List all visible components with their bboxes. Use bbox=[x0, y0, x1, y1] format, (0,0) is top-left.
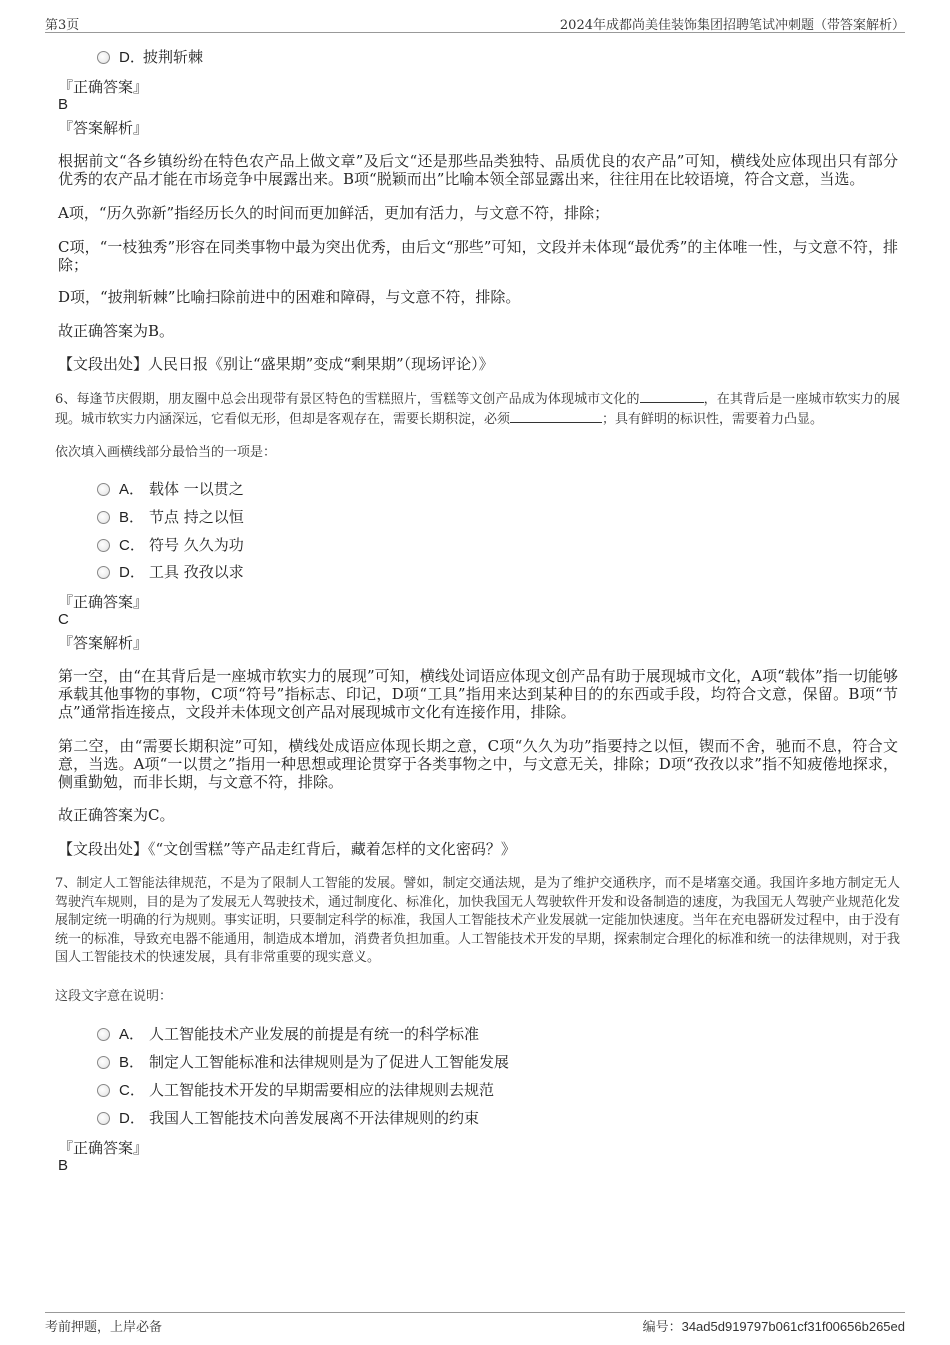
q6-answer-label: 『正确答案』 bbox=[58, 593, 149, 611]
q7-prompt: 这段文字意在说明： bbox=[55, 989, 173, 1004]
q7-answer-label: 『正确答案』 bbox=[58, 1139, 149, 1157]
q7-option-d[interactable]: D． 我国人工智能技术向善发展离不开法律规则的约束 bbox=[97, 1107, 479, 1129]
page-footer bbox=[45, 1312, 905, 1333]
q6-option-a[interactable]: A． 载体 一以贯之 bbox=[97, 478, 244, 500]
fill-blank bbox=[640, 390, 704, 403]
q5-analysis-paragraph: A项，“历久弥新”指经历长久的时间而更加鲜活，更加有活力，与文意不符，排除； bbox=[58, 204, 610, 222]
q5-analysis-paragraph: C项，“一枝独秀”形容在同类事物中最为突出优秀，由后文“那些”可知，文段并未体现“最优秀”的主体唯一性，与文意不符，排除； bbox=[58, 238, 898, 274]
q5-analysis-paragraph: 根据前文“各乡镇纷纷在特色农产品上做文章”及后文“还是那些品类独特、品质优良的农产品”可知，横线处应体现出只有部分优秀的农产品才能在市场竞争中展露出来。B项“脱颖而出”比喻本领全部显露出来，往往用在比较语境，符合文意，当选。 bbox=[58, 152, 898, 188]
radio-icon[interactable] bbox=[97, 51, 110, 64]
q6-source: 【文段出处】《“文创雪糕”等产品走红背后，藏着怎样的文化密码？》 bbox=[58, 840, 516, 858]
q5-answer-label: 『正确答案』 bbox=[58, 78, 149, 96]
q6-option-c[interactable]: C． 符号 久久为功 bbox=[97, 534, 244, 556]
radio-icon[interactable] bbox=[97, 539, 110, 552]
radio-icon[interactable] bbox=[97, 1056, 110, 1069]
page-number: 第3页 bbox=[45, 18, 80, 33]
q7-option-a[interactable]: A． 人工智能技术产业发展的前提是有统一的科学标准 bbox=[97, 1023, 479, 1045]
document-title: 2024年成都尚美佳装饰集团招聘笔试冲刺题（带答案解析） bbox=[559, 18, 905, 33]
q6-analysis-paragraph: 第一空，由“在其背后是一座城市软实力的展现”可知，横线处词语应体现文创产品有助于展现城市文化，A项“载体”指一切能够承载其他事物的事物，C项“符号”指标志、印记，D项“工具”指用来达到某种目的的东西或手段，均符合文意，保留。B项“节点”通常指连接点，文段并未体现文创产品对展现城市文化有连接作用，排除。 bbox=[58, 667, 898, 721]
document-code: 编号：34ad5d919797b061cf31f00656b265ed bbox=[642, 1319, 905, 1335]
radio-icon[interactable] bbox=[97, 1084, 110, 1097]
footer-slogan: 考前押题，上岸必备 bbox=[45, 1320, 163, 1335]
q6-option-d[interactable]: D． 工具 孜孜以求 bbox=[97, 561, 244, 583]
q5-conclusion: 故正确答案为B。 bbox=[58, 322, 175, 340]
q5-option-d[interactable]: D．披荆斩棘 bbox=[97, 46, 203, 68]
radio-icon[interactable] bbox=[97, 1112, 110, 1125]
q7-stem: 7、制定人工智能法律规范，不是为了限制人工智能的发展。譬如，制定交通法规，是为了维护交通秩序，而不是堵塞交通。我国许多地方制定无人驾驶汽车规则，目的是为了发展无人驾驶技术，通过制度化、标准化，加快我国无人驾驶软件开发和设备制造的速度，为我国无人驾驶产业规范化发展制定统一明确的行为规则。事实证明，只要制定科学的标准，我国人工智能技术产业发展就一定能加快速度。当年在充电器研发过程中，由于没有统一的标准，导致充电器不能通用，制造成本增加，消费者负担加重。人工智能技术开发的早期，探索制定合理化的标准和统一的法律规则，对于我国人工智能技术的快速发展，具有非常重要的现实意义。 bbox=[55, 876, 901, 965]
q6-analysis-paragraph: 第二空，由“需要长期积淀”可知，横线处成语应体现长期之意，C项“久久为功”指要持之以恒，锲而不舍，驰而不息，符合文意，当选。A项“一以贯之”指用一种思想或理论贯穿于各类事物之中，与文意无关，排除；D项“孜孜以求”指不知疲倦地探求，侧重勤勉，而非长期，与文意不符，排除。 bbox=[58, 737, 898, 791]
q6-stem: 6、每逢节庆假期，朋友圈中总会出现带有景区特色的雪糕照片，雪糕等文创产品成为体现城市文化的 ，在其背后是一座城市软实力的展现。城市软实力内涵深远，它看似无形，但却是客观存在，需要长期积淀，必须 ；具有鲜明的标识性，需要着力凸显。 bbox=[55, 392, 900, 427]
fill-blank bbox=[510, 410, 602, 423]
radio-icon[interactable] bbox=[97, 1028, 110, 1041]
q5-answer: B bbox=[58, 96, 69, 113]
q5-source: 【文段出处】人民日报《别让“盛果期”变成“剩果期”（现场评论）》 bbox=[58, 355, 494, 373]
q5-analysis-label: 『答案解析』 bbox=[58, 119, 149, 137]
radio-icon[interactable] bbox=[97, 483, 110, 496]
q6-answer: C bbox=[58, 611, 69, 628]
q7-answer: B bbox=[58, 1157, 69, 1174]
radio-icon[interactable] bbox=[97, 511, 110, 524]
q6-option-b[interactable]: B． 节点 持之以恒 bbox=[97, 506, 244, 528]
q6-prompt: 依次填入画横线部分最恰当的一项是： bbox=[55, 445, 277, 460]
q5-analysis-paragraph: D项，“披荆斩棘”比喻扫除前进中的困难和障碍，与文意不符，排除。 bbox=[58, 288, 521, 306]
q7-option-b[interactable]: B． 制定人工智能标准和法律规则是为了促进人工智能发展 bbox=[97, 1051, 509, 1073]
q6-analysis-label: 『答案解析』 bbox=[58, 634, 149, 652]
radio-icon[interactable] bbox=[97, 566, 110, 579]
q7-option-c[interactable]: C． 人工智能技术开发的早期需要相应的法律规则去规范 bbox=[97, 1079, 494, 1101]
q6-conclusion: 故正确答案为C。 bbox=[58, 806, 175, 824]
page-header bbox=[45, 14, 905, 33]
